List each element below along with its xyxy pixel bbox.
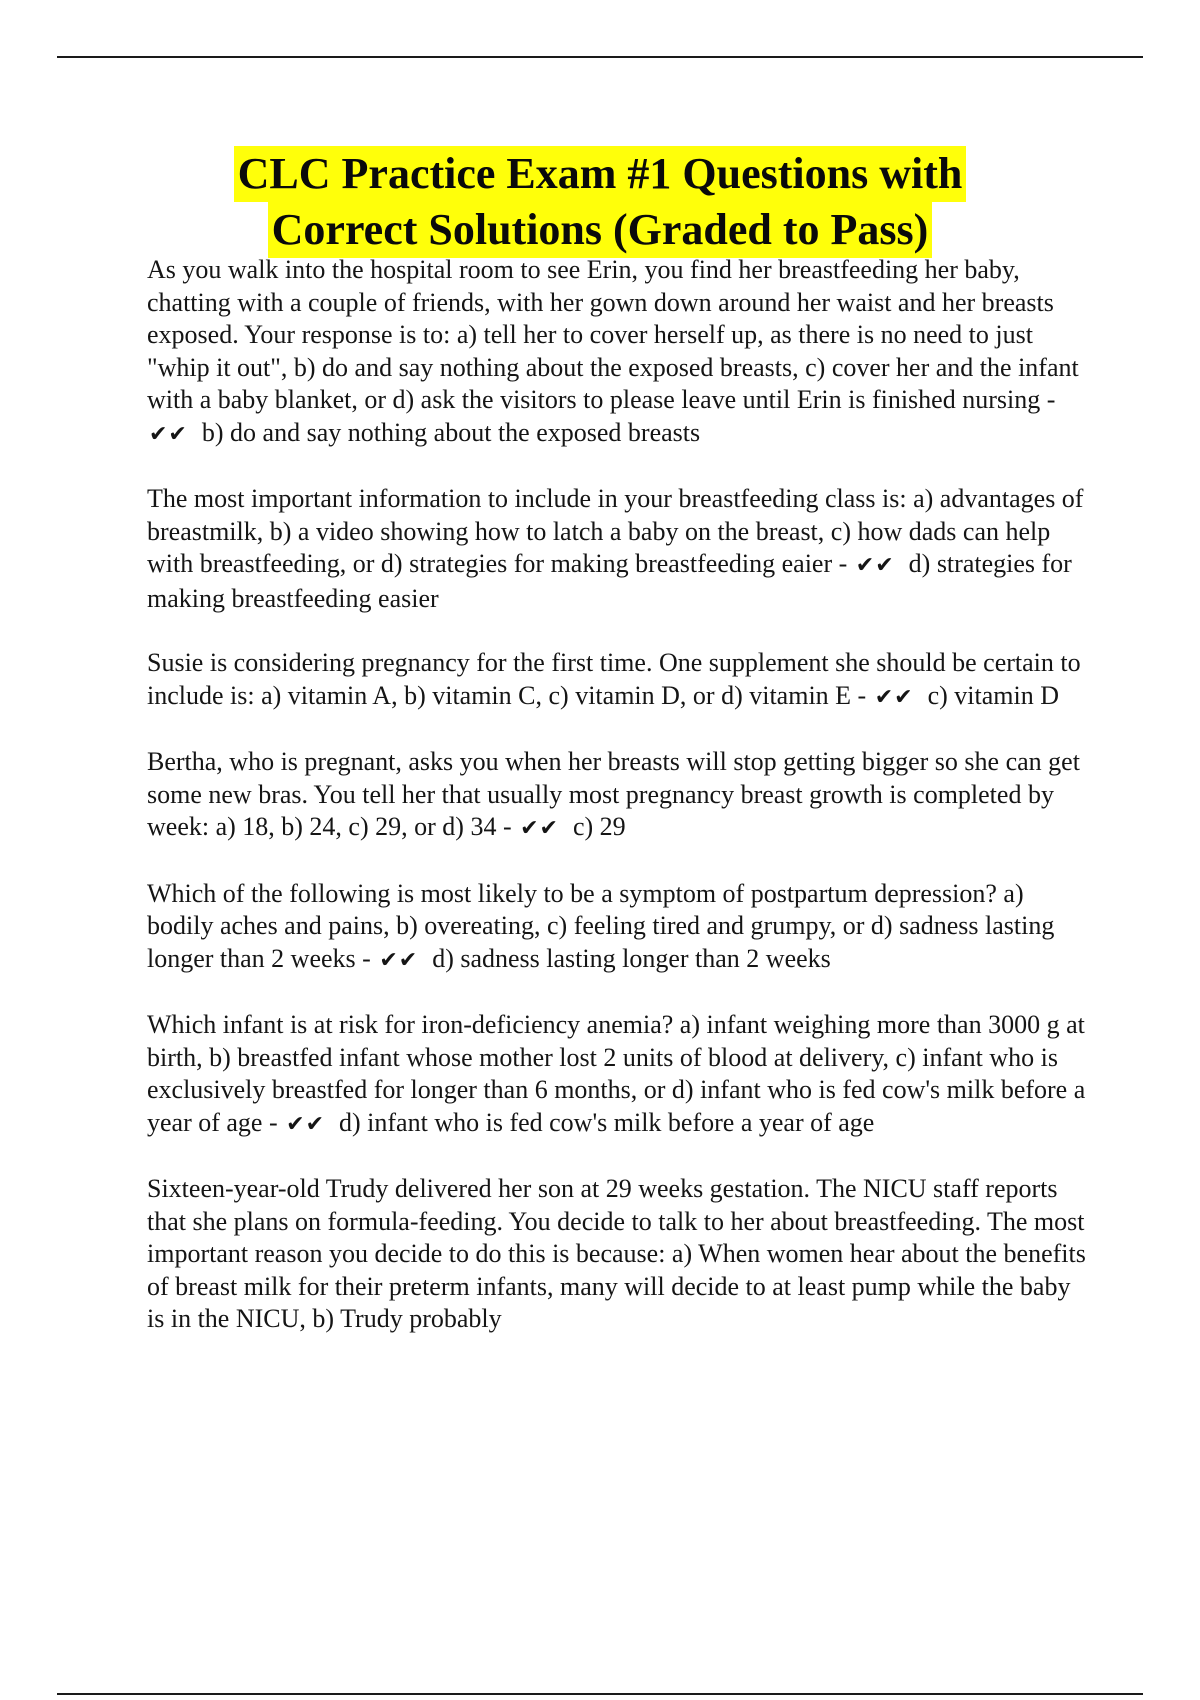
checkmark-icon: ✔✔ xyxy=(855,553,895,578)
answer-text: d) sadness lasting longer than 2 weeks xyxy=(432,943,831,973)
question-item-4 xyxy=(147,746,1092,846)
question-item-7 xyxy=(147,1173,1092,1336)
question-text: Susie is considering pregnancy for the first time. One supplement she should be certain to include is: a) vitamin A, b) vitamin C, c) vitamin D, or d) vitamin E - xyxy=(147,648,1081,710)
question-item-6 xyxy=(147,1009,1092,1141)
question-text: Bertha, who is pregnant, asks you when her breasts will stop getting bigger so she can get some new bras. You tell her that usually most pregnancy breast growth is completed by week: a) 18, b) 24, c) 29, or d) 34 - xyxy=(147,747,1080,841)
title-line-1: CLC Practice Exam #1 Questions with xyxy=(234,146,967,202)
checkmark-icon: ✔✔ xyxy=(286,1111,326,1137)
checkmark-icon: ✔✔ xyxy=(520,816,559,841)
answer-text: d) infant who is fed cow's milk before a year of age xyxy=(339,1107,875,1137)
checkmark-icon: ✔✔ xyxy=(874,684,914,710)
question-item-1 xyxy=(147,254,1092,451)
question-text: The most important information to include in your breastfeeding class is: a) advantages of breastmilk, b) a video showing how to latch a baby on the breast, c) how dads can help with breastfeeding, or d) strategies for making breastfeeding eaier - xyxy=(147,484,1084,578)
title-line-2: Correct Solutions (Graded to Pass) xyxy=(268,202,933,258)
bottom-rule xyxy=(57,1693,1143,1695)
document-title xyxy=(0,146,1200,258)
question-text: Sixteen-year-old Trudy delivered her son at 29 weeks gestation. The NICU staff reports that she plans on formula-feeding. You decide to talk to her about breastfeeding. The most important reason you decide to do this is because: a) When women hear about the benefits of breast milk for their preterm infants, many will decide to at least pump while the baby is in the NICU, b) Trudy probably xyxy=(147,1174,1086,1333)
answer-text: b) do and say nothing about the exposed breasts xyxy=(201,417,701,447)
question-item-2 xyxy=(147,483,1092,615)
question-text: Which infant is at risk for iron-deficiency anemia? a) infant weighing more than 3000 g at birth, b) breastfed infant whose mother lost 2 units of blood at delivery, c) infant who is exclusively breastfed for longer than 6 months, or d) infant who is fed cow's milk before a year of age - xyxy=(147,1010,1086,1137)
question-item-5 xyxy=(147,878,1092,978)
answer-text: d) strategies for making breastfeeding easier xyxy=(147,549,1072,613)
checkmark-icon: ✔✔ xyxy=(379,947,419,973)
answer-text: c) vitamin D xyxy=(927,680,1059,710)
answer-text: c) 29 xyxy=(572,812,626,841)
top-rule xyxy=(57,56,1143,58)
question-text: Which of the following is most likely to be a symptom of postpartum depression? a) bodily aches and pains, b) overeating, c) feeling tired and grumpy, or d) sadness lasting longer than 2 weeks - xyxy=(147,878,1055,973)
question-list xyxy=(147,254,1092,1368)
question-item-3 xyxy=(147,647,1092,714)
question-text: As you walk into the hospital room to see Erin, you find her breastfeeding her baby, chatting with a couple of friends, with her gown down around her waist and her breasts exposed. Your response is to: a) tell her to cover herself up, as there is no need to just "whip it out", b) do and say nothing about the exposed breasts, c) cover her and the infant with a baby blanket, or d) ask the visitors to please leave until Erin is finished nursing - xyxy=(147,255,1079,414)
checkmark-icon: ✔✔ xyxy=(149,421,188,447)
